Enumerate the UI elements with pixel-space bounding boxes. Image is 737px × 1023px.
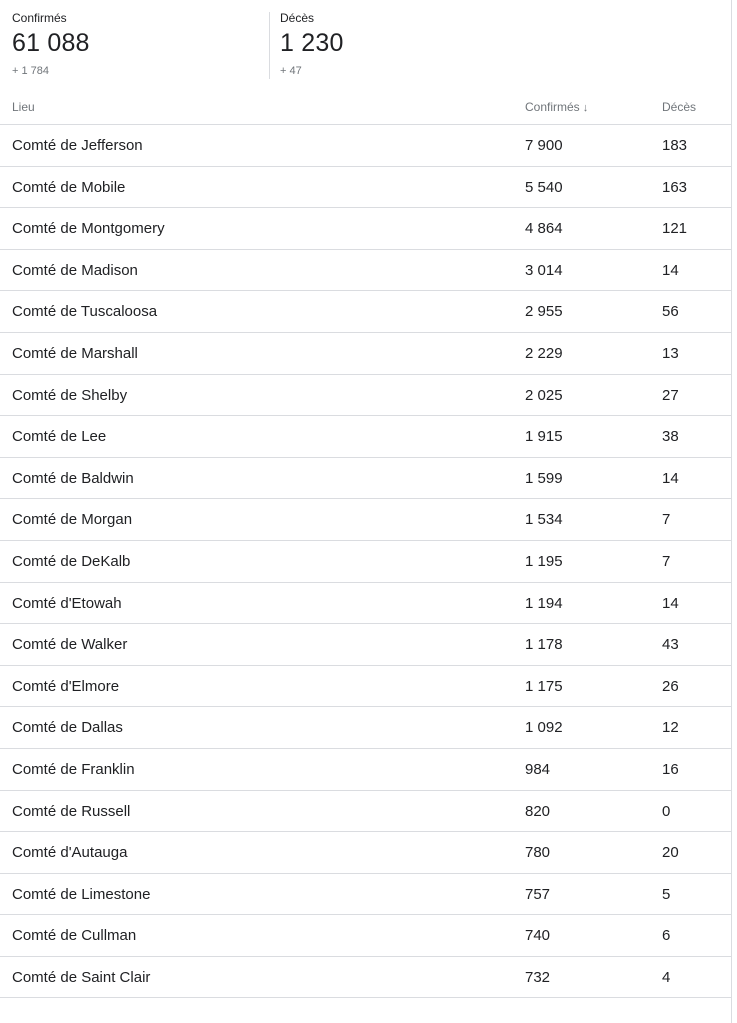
table-row[interactable]: [0, 915, 731, 957]
deaths-cell: 5: [662, 885, 671, 903]
confirmed-cell: 1 599: [525, 469, 563, 487]
confirmed-cell: 1 534: [525, 511, 563, 529]
deaths-cell: 121: [662, 220, 688, 238]
table-row[interactable]: [0, 624, 731, 666]
header-confirmed-label: Confirmés: [525, 100, 580, 114]
place-cell: Comté de Lee: [12, 428, 107, 446]
confirmed-cell: 732: [525, 968, 551, 986]
table-row[interactable]: [0, 416, 731, 458]
confirmed-cell: 1 195: [525, 552, 563, 570]
table-body: [0, 125, 731, 998]
place-cell: Comté de Shelby: [12, 386, 128, 404]
place-cell: Comté de Marshall: [12, 344, 138, 362]
confirmed-cell: 780: [525, 844, 551, 862]
confirmed-label: Confirmés: [12, 11, 67, 25]
place-cell: Comté de Franklin: [12, 760, 135, 778]
table-row[interactable]: [0, 707, 731, 749]
deaths-cell: 163: [662, 178, 688, 196]
deaths-cell: 38: [662, 428, 679, 446]
confirmed-delta: + 1 784: [12, 65, 50, 77]
deaths-label: Décès: [280, 11, 315, 25]
deaths-cell: 6: [662, 927, 671, 945]
confirmed-cell: 1 175: [525, 677, 563, 695]
confirmed-cell: 4 864: [525, 220, 563, 238]
deaths-cell: 43: [662, 636, 679, 654]
place-cell: Comté de Cullman: [12, 927, 137, 945]
place-cell: Comté d'Autauga: [12, 844, 128, 862]
deaths-cell: 20: [662, 844, 679, 862]
place-cell: Comté de Mobile: [12, 178, 126, 196]
confirmed-cell: 5 540: [525, 178, 563, 196]
deaths-cell: 13: [662, 344, 679, 362]
place-cell: Comté de DeKalb: [12, 552, 131, 570]
table-row[interactable]: [0, 749, 731, 791]
confirmed-cell: 3 014: [525, 261, 563, 279]
deaths-cell: 14: [662, 261, 679, 279]
table-row[interactable]: [0, 957, 731, 999]
confirmed-cell: 1 915: [525, 428, 563, 446]
confirmed-cell: 757: [525, 885, 551, 903]
place-cell: Comté de Walker: [12, 636, 128, 654]
confirmed-cell: 740: [525, 927, 551, 945]
deaths-cell: 183: [662, 137, 688, 154]
deaths-cell: 4: [662, 968, 671, 986]
table-row[interactable]: [0, 791, 731, 833]
confirmed-cell: 2 025: [525, 386, 563, 404]
place-cell: Comté de Baldwin: [12, 469, 134, 487]
place-cell: Comté de Madison: [12, 261, 138, 279]
deaths-cell: 14: [662, 469, 679, 487]
place-cell: Comté d'Etowah: [12, 594, 122, 612]
table-row[interactable]: [0, 458, 731, 500]
confirmed-cell: 2 955: [525, 303, 563, 321]
deaths-cell: 0: [662, 802, 671, 820]
place-cell: Comté de Morgan: [12, 511, 133, 529]
confirmed-total: 61 088: [12, 29, 90, 57]
confirmed-cell: 820: [525, 802, 551, 820]
confirmed-cell: 1 178: [525, 636, 563, 654]
deaths-cell: 56: [662, 303, 679, 321]
arrow-down-icon: ↓: [582, 102, 589, 114]
deaths-cell: 26: [662, 677, 679, 695]
place-cell: Comté d'Elmore: [12, 677, 120, 695]
deaths-delta: + 47: [280, 65, 302, 77]
place-cell: Comté de Montgomery: [12, 220, 165, 238]
summary-stats: [0, 0, 731, 90]
table-row[interactable]: [0, 167, 731, 209]
place-cell: Comté de Saint Clair: [12, 968, 151, 986]
deaths-cell: 7: [662, 552, 671, 570]
table-row[interactable]: [0, 375, 731, 417]
table-row[interactable]: [0, 333, 731, 375]
county-table: [0, 90, 731, 998]
table-row[interactable]: [0, 583, 731, 625]
table-row[interactable]: [0, 499, 731, 541]
panel-right-border: [731, 0, 732, 1023]
deaths-cell: 14: [662, 594, 679, 612]
confirmed-cell: 984: [525, 760, 551, 778]
table-row[interactable]: [0, 874, 731, 916]
table-row[interactable]: [0, 250, 731, 292]
deaths-cell: 16: [662, 760, 679, 778]
table-row[interactable]: [0, 291, 731, 333]
deaths-total: 1 230: [280, 29, 344, 57]
stat-divider: [269, 12, 270, 79]
place-cell: Comté de Tuscaloosa: [12, 303, 158, 321]
header-place[interactable]: Lieu: [12, 100, 35, 114]
table-row[interactable]: [0, 666, 731, 708]
deaths-cell: 27: [662, 386, 679, 404]
header-deaths[interactable]: Décès: [662, 100, 697, 114]
place-cell: Comté de Dallas: [12, 719, 123, 737]
table-row[interactable]: [0, 125, 731, 167]
table-row[interactable]: [0, 541, 731, 583]
confirmed-cell: 2 229: [525, 344, 563, 362]
place-cell: Comté de Limestone: [12, 885, 151, 903]
confirmed-cell: 1 092: [525, 719, 563, 737]
confirmed-cell: 1 194: [525, 594, 563, 612]
table-row[interactable]: [0, 832, 731, 874]
header-confirmed[interactable]: [525, 100, 588, 114]
deaths-cell: 7: [662, 511, 671, 529]
table-row[interactable]: [0, 208, 731, 250]
place-cell: Comté de Russell: [12, 802, 131, 820]
confirmed-cell: 7 900: [525, 137, 563, 154]
place-cell: Comté de Jefferson: [12, 137, 143, 154]
deaths-cell: 12: [662, 719, 679, 737]
table-header: [0, 90, 731, 125]
